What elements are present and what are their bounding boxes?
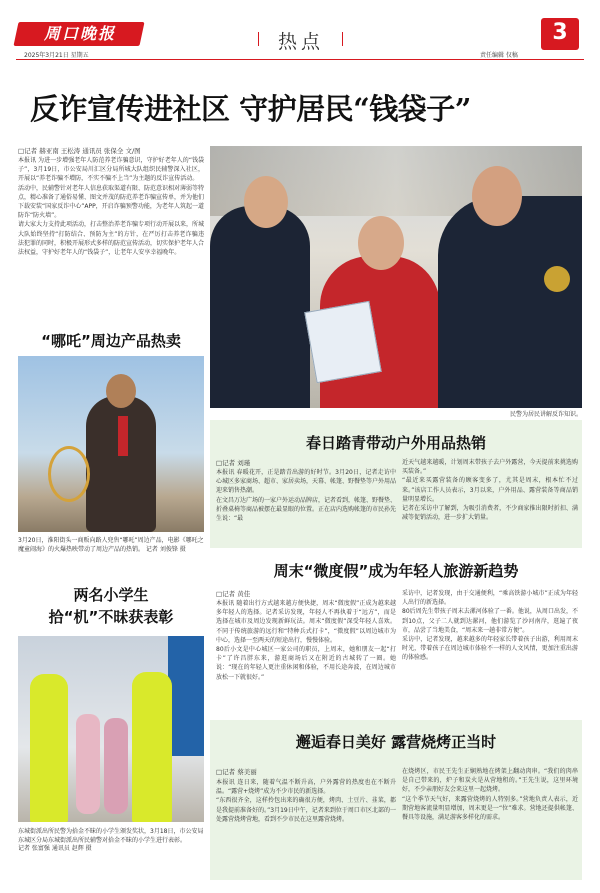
nezha-title: “哪吒”周边产品热卖 [41, 332, 181, 350]
section-divider-left [258, 32, 259, 46]
officer-woman [210, 206, 310, 408]
officer-left [30, 674, 68, 822]
page-number: 3 [552, 20, 568, 45]
spring-outing-col2: 近天气越来越暖，计划周末带孩子去户外露营，今天提前来挑选购买装备。” “最近来买露营装备的顾客变多了，尤其是周末，根本忙不过来。”该店工作人员表示，3月以来，户外用品、露营装备等商品销量明显增长。 记者在采访中了解到，为吸引消费者，不少商家推出限时折扣、满减等促销活动，进一步扩大销量。 [402, 459, 578, 522]
police-badge [544, 266, 570, 292]
main-headline: 反诈宣传进社区 守护居民“钱袋子” [30, 92, 471, 126]
micro-vacation-col1: 本报讯 随着出行方式越来越方便快捷，周末“微度假”正成为越来越多年轻人的选择。记者采访发现，年轻人不再执着于“远方”，而是选择在城市及周边发现新鲜玩法。周末“微度假”深受年轻人喜欢。不同于传统旅游的远行和“特种兵式打卡”，“微度假”以周边城市为中心，选择一至两天的短途出行，慢慢体验。 80后小文是中心城区一家公司的职员，上周末，她和朋友一起“打卡”了许昌胖东来，游逛商场后又在附近的古城转了一圈。她说：“现在的年轻人更注重休闲和体验，不用长途奔波，在周边城市放松一下就很好。” [216, 600, 396, 681]
micro-vacation-col2: 采访中，记者发现，由于交通便利，“乘高铁游小城市”正成为年轻人出行的新选择。 80后周先生带孩子周末去漯河体验了一番。他说，从周口出发，不到10点，父子二人就到达漯河，他们游览了沙河南岸，逛遍了夜市，品尝了当地美食，“周末来一趟非常方便”。 采访中，记者发现，越来越多的年轻家长带着孩子出游，利用周末时光，带着孩子在周边城市体验不一样的人文风情，更加注重出游的体验感。 [402, 590, 578, 662]
students-caption: 东城街派出所民警为拾金不昧的小学生颁发奖状，3月18日，市公安局东城区分局东城街派出所民辅警对拾金不昧的小学生进行表彰。 记者 张富强 通讯员 赵辉 摄 [18, 828, 204, 852]
bbq-title: 邂逅春日美好 露营烧烤正当时 [295, 733, 497, 751]
section-title: 热点 [277, 31, 324, 53]
newspaper-logo-text: 周口晚报 [44, 24, 117, 43]
students-title: 两名小学生 拾“机”不昧获表彰 [48, 586, 174, 626]
nezha-photo [18, 356, 204, 532]
masthead [0, 0, 600, 58]
officer-woman-head [244, 176, 288, 228]
students-photo [18, 636, 204, 822]
vendor-head [106, 374, 136, 408]
anti-fraud-photo [210, 146, 582, 408]
headline-byline: □记者 赫亚南 王松涛 通讯员 张保全 文/图 [18, 147, 141, 155]
nezha-caption: 3月20日，淮阳街头一商贩向路人兜售“哪吒”周边产品，电影《哪吒之魔童闹海》的火爆热映带动了周边产品的热销。 记者 刘俊锋 摄 [18, 537, 204, 553]
spring-outing-byline: □记者 刘瑾 [216, 459, 251, 467]
headline-body: 本报讯 为进一步增强老年人防范养老诈骗意识，守护好老年人的“钱袋子”，3月19日，市公安局川汇区分局所城大队组织民辅警深入社区，开展以“养老诈骗不增防，不实不骗不上当”为主题的反诈宣传活动。 活动中，民辅警针对老年人信息获取渠道有限、防范意识相对薄弱等特点，精心准备了通俗易懂、图文并茂的防范养老诈骗宣传单，并为他们下载安装“国家反诈中心”APP，开启诈骗预警功能，为老年人筑起一道防诈“防火墙”。 请大家大力支持此项活动，打击整治养老诈骗专项行动开展以来，所城大队始终坚持“打防结合、预防为主”的方针，在严厉打击养老诈骗违法犯罪的同时，积极开展形式多样的防范宣传活动，切实保护老年人合法权益，守护好老年人的“钱袋子”，让老年人安享幸福晚年。 [18, 157, 204, 257]
micro-vacation-title: 周末“微度假”成为年轻人旅游新趋势 [273, 562, 519, 580]
station-sign [168, 636, 204, 756]
student-one [76, 714, 100, 814]
officer-man [438, 196, 582, 408]
spring-outing-title: 春日踏青带动户外用品热销 [305, 434, 486, 452]
issue-date: 2025年3月21日 星期五 [24, 52, 89, 59]
student-two [104, 718, 128, 814]
officer-right [132, 672, 172, 822]
red-ribbon [118, 416, 128, 456]
bbq-col2: 在烧烤区，市民王先生正娴熟地在烤架上翻动肉串。“我们的肉串是自己带来的，炉子和炭火是从营地租的。”王先生说，这里环境好，不少亲朋好友会来这里一起烧烤。 “这个季节天气好，来露营烧烤的人特别多。”营地负责人表示，近期营地客流量明显增加，周末更是一“位”难求。营地还提供帐篷、餐具等设施，满足游客多样化的需求。 [402, 768, 578, 822]
bbq-col1: 本报讯 连日来，随着气温不断升高，户外露营的热度也在不断升温。“露营+烧烤”成为不少市民的新选择。 “东西很齐全，这样拎包出来的确很方便，烤肉、土豆片、韭菜，都是我提前准备好的。”3月19日中午，记者来到位于周口市区北部的一处露营烧烤营地，看到不少市民在这里露营烧烤。 [216, 779, 396, 823]
section-divider-right [342, 32, 343, 46]
micro-vacation-byline: □记者 黄佳 [216, 590, 251, 598]
masthead-rule [16, 59, 584, 60]
leaflets [304, 301, 382, 383]
resident-head [358, 216, 404, 270]
bbq-byline: □记者 蔡美丽 [216, 768, 257, 776]
editor-credit: 责任编辑 仅稿 [480, 52, 518, 59]
spring-outing-col1: 本报讯 春暖花开，正是踏青出游的好时节。3月20日，记者走访中心城区多家商场、超市、家居卖场，天幕、帐篷、野餐垫等户外用品迎来销售热潮。 在文昌万达广场的一家户外运动品牌店，记者看到，帐篷、野餐垫、折叠桌椅等商品被摆在最显眼的位置。正在店内选购帐篷的市民孙先生说：“最 [216, 469, 396, 523]
nezha-toys [48, 446, 90, 502]
anti-fraud-caption: 民警为居民讲解反诈知识。 [509, 411, 582, 418]
officer-man-head [472, 166, 522, 226]
